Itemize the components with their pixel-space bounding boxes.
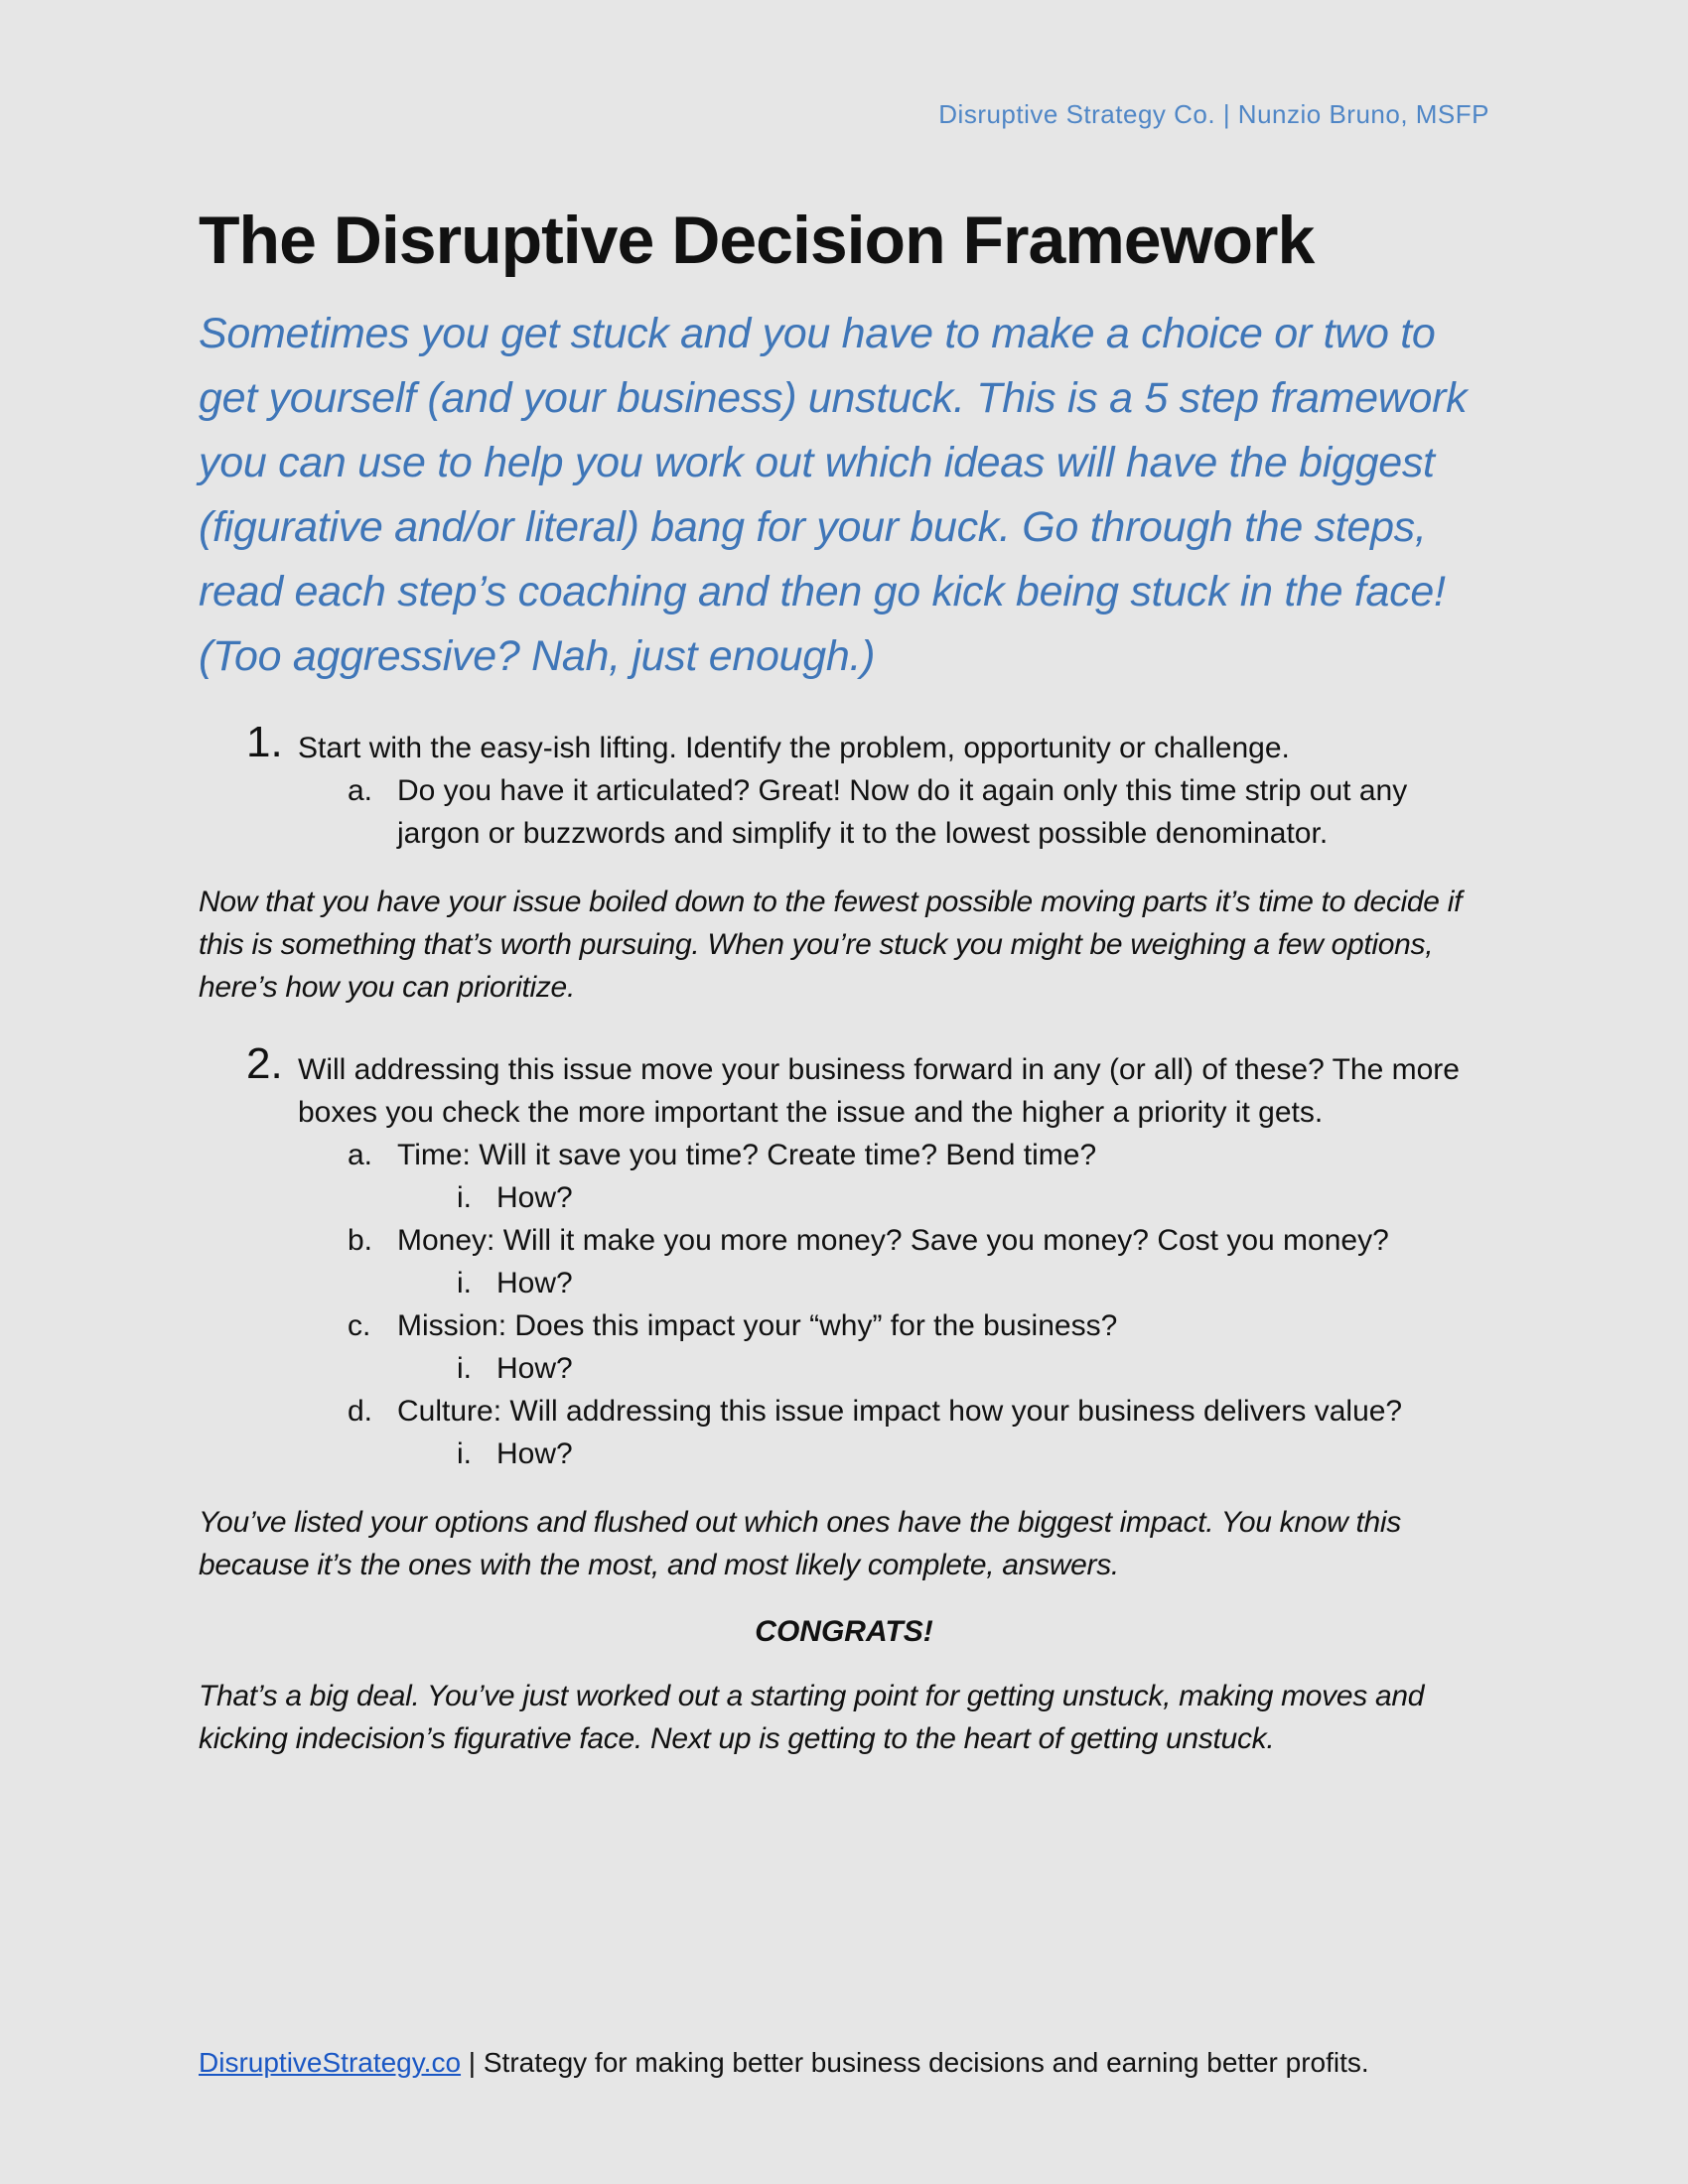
note-3: That’s a big deal. You’ve just worked out a starting point for getting unstuck, making moves and kicking indecision’s figurative face. Next up is getting to the heart of getting unstuck. bbox=[199, 1679, 1425, 1755]
list-item-text: How? bbox=[496, 1436, 573, 1470]
list-item-text: Time: Will it save you time? Create time? Bend time? bbox=[397, 1138, 1097, 1171]
intro-paragraph: Sometimes you get stuck and you have to make a choice or two to get yourself (and your business) unstuck. This is a 5 step framework you can use to help you work out which ideas will have the biggest (figurative and/or literal) bang for your buck. Go through the steps, read each step’s coaching and then go kick being stuck in the face! (Too aggressive? Nah, just enough.) bbox=[199, 309, 1468, 680]
list-item-text: How? bbox=[496, 1266, 573, 1299]
note-1: Now that you have your issue boiled down to the fewest possible moving parts it’s time to decide if this is something that’s worth pursuing. When you’re stuck you might be weighing a few options, here’s how you can prioritize. bbox=[199, 885, 1463, 1004]
footer-link[interactable]: DisruptiveStrategy.co bbox=[199, 2047, 462, 2078]
page-header: Disruptive Strategy Co. | Nunzio Bruno, MSFP bbox=[938, 99, 1489, 129]
list-marker: a. bbox=[348, 1138, 373, 1171]
step-1-number: 1. bbox=[246, 717, 283, 766]
list-item-text: Mission: Does this impact your “why” for the business? bbox=[397, 1308, 1118, 1342]
footer-tagline: Strategy for making better business decisions and earning better profits. bbox=[483, 2047, 1369, 2078]
main-content bbox=[199, 204, 1489, 1760]
step-2 bbox=[199, 1038, 1489, 1134]
list-marker: i. bbox=[457, 1436, 472, 1470]
step-2-sub-d bbox=[348, 1390, 1489, 1433]
list-marker: i. bbox=[457, 1351, 472, 1385]
congrats-heading: CONGRATS! bbox=[755, 1614, 933, 1648]
list-marker: i. bbox=[457, 1266, 472, 1299]
list-marker: d. bbox=[348, 1394, 373, 1428]
step-2-sub-a bbox=[348, 1134, 1489, 1176]
list-item-text: Do you have it articulated? Great! Now do it again only this time strip out any jargon or buzzwords and simplify it to the lowest possible denominator. bbox=[397, 773, 1408, 850]
step-2-sub-b-i bbox=[457, 1262, 1489, 1304]
list-item-text: How? bbox=[496, 1351, 573, 1385]
step-2-number: 2. bbox=[246, 1038, 283, 1088]
step-2-sub-c-i bbox=[457, 1347, 1489, 1390]
list-item-text: How? bbox=[496, 1180, 573, 1214]
page-footer bbox=[199, 2047, 1369, 2079]
list-item-text: Culture: Will addressing this issue impact how your business delivers value? bbox=[397, 1394, 1403, 1428]
step-1 bbox=[199, 717, 1489, 769]
list-marker: c. bbox=[348, 1308, 371, 1342]
step-1-text: Start with the easy-ish lifting. Identify the problem, opportunity or challenge. bbox=[298, 731, 1290, 764]
step-2-sub-c bbox=[348, 1304, 1489, 1347]
step-1-sub-a bbox=[348, 769, 1489, 855]
list-marker: i. bbox=[457, 1180, 472, 1214]
footer-separator: | bbox=[461, 2047, 484, 2078]
page-title: The Disruptive Decision Framework bbox=[199, 203, 1315, 278]
step-2-sub-b bbox=[348, 1219, 1489, 1262]
list-marker: a. bbox=[348, 773, 373, 807]
list-marker: b. bbox=[348, 1223, 373, 1257]
step-2-sub-a-i bbox=[457, 1176, 1489, 1219]
list-item-text: Money: Will it make you more money? Save you money? Cost you money? bbox=[397, 1223, 1389, 1257]
step-2-sub-d-i bbox=[457, 1433, 1489, 1475]
step-2-text: Will addressing this issue move your business forward in any (or all) of these? The more boxes you check the more important the issue and the higher a priority it gets. bbox=[298, 1052, 1460, 1129]
note-2: You’ve listed your options and flushed out which ones have the biggest impact. You know this because it’s the ones with the most, and most likely complete, answers. bbox=[199, 1505, 1401, 1581]
